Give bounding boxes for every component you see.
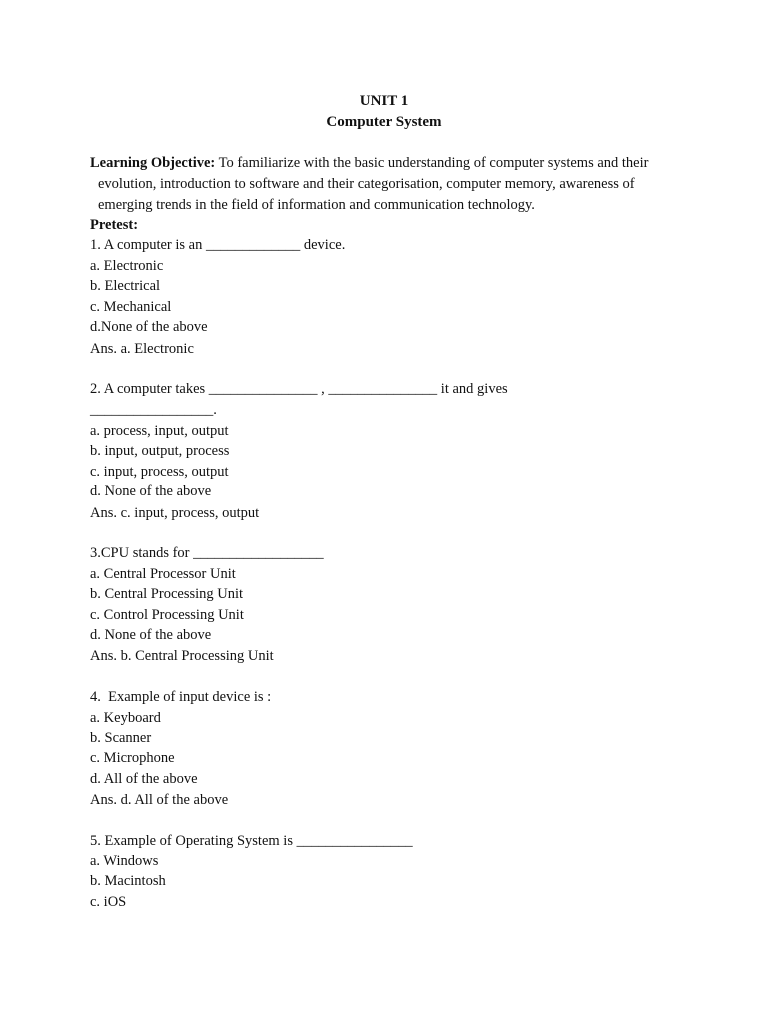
- q3-answer: Ans. b. Central Processing Unit: [90, 648, 274, 664]
- q1-option-c: c. Mechanical: [90, 299, 172, 315]
- objective-line-2: evolution, introduction to software and their categorisation, computer memory, awareness of: [98, 176, 635, 192]
- q3-option-d: d. None of the above: [90, 627, 212, 643]
- question-5: 5. Example of Operating System is ________________: [90, 833, 413, 849]
- q5-option-b: b. Macintosh: [90, 873, 166, 889]
- q2-option-c: c. input, process, output: [90, 464, 229, 480]
- q1-answer: Ans. a. Electronic: [90, 341, 194, 357]
- q5-option-c: c. iOS: [90, 894, 127, 910]
- q4-option-b: b. Scanner: [90, 730, 152, 746]
- q4-answer: Ans. d. All of the above: [90, 792, 229, 808]
- question-1: 1. A computer is an _____________ device.: [90, 237, 346, 253]
- page-title: Computer System: [326, 114, 442, 130]
- q2-option-b: b. input, output, process: [90, 443, 230, 459]
- question-3: 3.CPU stands for __________________: [90, 545, 324, 561]
- objective-line-3: emerging trends in the field of information and communication technology.: [98, 197, 535, 213]
- question-4: 4. Example of input device is :: [90, 689, 272, 705]
- q1-option-a: a. Electronic: [90, 258, 164, 274]
- q3-option-b: b. Central Processing Unit: [90, 586, 244, 602]
- pretest-label: Pretest:: [90, 217, 139, 233]
- unit-heading: UNIT 1: [359, 93, 409, 109]
- objective-line-1: [90, 153, 648, 173]
- objective-label: Learning Objective:: [90, 155, 216, 171]
- q3-option-a: a. Central Processor Unit: [90, 566, 236, 582]
- q1-option-b: b. Electrical: [90, 278, 161, 294]
- q4-option-d: d. All of the above: [90, 771, 198, 787]
- q4-option-c: c. Microphone: [90, 750, 175, 766]
- question-2: 2. A computer takes _______________ , _______________ it and gives: [90, 381, 508, 397]
- q2-option-d: d. None of the above: [90, 483, 212, 499]
- q5-option-a: a. Windows: [90, 853, 159, 869]
- q2-answer: Ans. c. input, process, output: [90, 505, 260, 521]
- question-2-continuation: _________________.: [90, 402, 217, 418]
- q1-option-d: d.None of the above: [90, 319, 208, 335]
- q3-option-c: c. Control Processing Unit: [90, 607, 244, 623]
- q4-option-a: a. Keyboard: [90, 710, 161, 726]
- q2-option-a: a. process, input, output: [90, 423, 229, 439]
- objective-text-1: To familiarize with the basic understanding of computer systems and their: [218, 155, 649, 171]
